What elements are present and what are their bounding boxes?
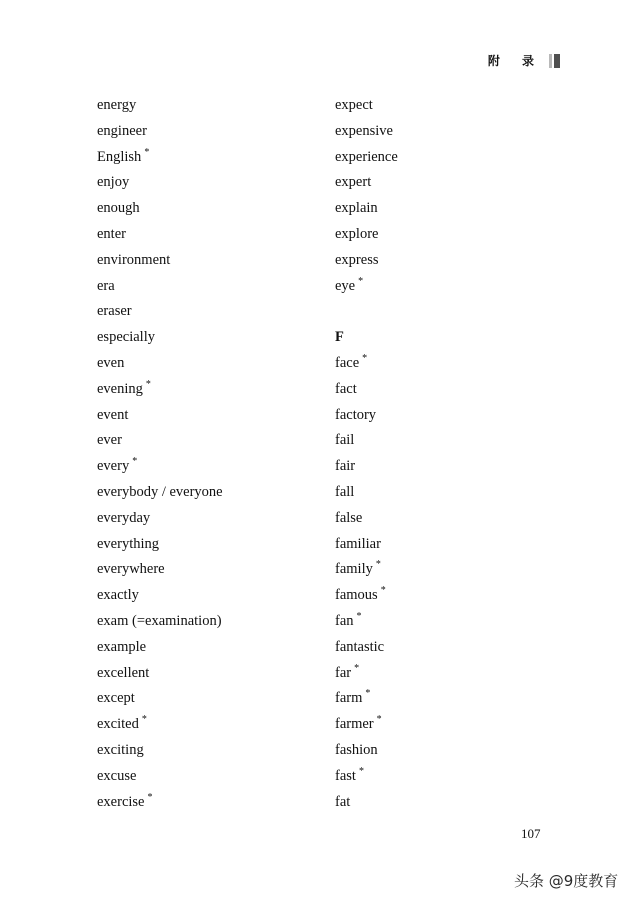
asterisk-mark: * (358, 765, 364, 777)
word-list-left (97, 93, 223, 815)
vocabulary-entry (335, 661, 398, 687)
vocabulary-entry (335, 764, 398, 790)
entry-word: exciting (97, 741, 144, 758)
entry-word: excited (97, 716, 139, 733)
entry-word: especially (97, 329, 155, 346)
vocabulary-entry (97, 609, 223, 635)
entry-word: everything (97, 535, 160, 552)
entry-word: fact (335, 380, 357, 397)
vocabulary-entry (97, 428, 223, 454)
vocabulary-entry (97, 403, 223, 429)
entry-word: factory (335, 406, 377, 423)
entry-word: energy (97, 97, 137, 113)
vocabulary-entry (335, 196, 398, 222)
entry-word: engineer (97, 122, 147, 139)
vocabulary-entry (97, 93, 223, 119)
vocabulary-entry (335, 454, 398, 480)
asterisk-mark: * (356, 610, 362, 622)
entry-word: fan (335, 612, 354, 629)
word-list-right (335, 93, 398, 815)
vocabulary-entry (335, 712, 398, 738)
entry-word: fall (335, 483, 355, 500)
entry-word: expert (335, 174, 372, 191)
vocabulary-entry (97, 661, 223, 687)
vocabulary-entry (335, 93, 398, 119)
entry-word: fair (335, 458, 356, 475)
header-bar-icon (549, 54, 560, 68)
vocabulary-entry (335, 274, 398, 300)
entry-word: family (335, 561, 373, 578)
header-bar-dark (554, 54, 560, 68)
asterisk-mark: * (145, 378, 151, 390)
vocabulary-entry (335, 351, 398, 377)
vocabulary-entry (97, 119, 223, 145)
entry-word: enough (97, 200, 140, 217)
entry-word: exactly (97, 587, 139, 604)
asterisk-mark: * (144, 146, 150, 158)
entry-word: exam (=examination) (97, 612, 222, 629)
asterisk-mark: * (375, 559, 381, 571)
asterisk-mark: * (147, 791, 153, 803)
entry-word: everyday (97, 509, 151, 526)
asterisk-mark: * (354, 662, 360, 674)
vocabulary-entry (97, 480, 223, 506)
vocabulary-entry (335, 145, 398, 171)
entry-word: eye (335, 277, 356, 294)
header-bar-light (549, 54, 552, 68)
vocabulary-entry (97, 712, 223, 738)
vocabulary-entry (335, 377, 398, 403)
entry-word: except (97, 690, 135, 707)
vocabulary-entry (335, 480, 398, 506)
vocabulary-entry (97, 145, 223, 171)
entry-word: eraser (97, 303, 132, 320)
entry-word: era (97, 277, 115, 294)
vocabulary-entry (97, 506, 223, 532)
entry-word: example (97, 638, 147, 655)
page-header (488, 52, 560, 69)
entry-word: farm (335, 690, 363, 707)
asterisk-mark: * (380, 585, 386, 597)
entry-word: fashion (335, 741, 378, 758)
entry-word: even (97, 354, 125, 371)
vocabulary-entry (335, 583, 398, 609)
entry-word: enter (97, 225, 126, 242)
entry-word: every (97, 458, 130, 475)
asterisk-mark: * (141, 714, 147, 726)
vocabulary-entry (97, 377, 223, 403)
vocabulary-entry (335, 557, 398, 583)
entry-word: enjoy (97, 174, 130, 191)
entry-word: English (97, 148, 142, 165)
entry-word: explain (335, 200, 378, 217)
asterisk-mark: * (132, 456, 138, 468)
entry-word: fat (335, 793, 351, 810)
vocabulary-entry (97, 790, 223, 816)
vocabulary-entry (335, 532, 398, 558)
entry-word: F (335, 329, 344, 346)
vocabulary-entry (97, 454, 223, 480)
entry-word: face (335, 354, 360, 371)
entry-word: expensive (335, 122, 393, 139)
vocabulary-entry (97, 170, 223, 196)
vocabulary-entry (97, 274, 223, 300)
entry-word: excuse (97, 767, 137, 784)
entry-word: far (335, 664, 352, 681)
entry-word: explore (335, 225, 379, 242)
entry-word: fast (335, 767, 356, 784)
entry-word: event (97, 406, 129, 423)
entry-word: express (335, 251, 379, 268)
vocabulary-entry (97, 351, 223, 377)
entry-word: fantastic (335, 638, 385, 655)
vocabulary-entry (335, 686, 398, 712)
vocabulary-entry (97, 532, 223, 558)
entry-word: false (335, 509, 363, 526)
vocabulary-entry (335, 506, 398, 532)
entry-word: famous (335, 587, 378, 604)
vocabulary-entry (335, 403, 398, 429)
vocabulary-entry (97, 764, 223, 790)
appendix-title: 附 录 (487, 54, 543, 68)
entry-word: farmer (335, 716, 374, 733)
asterisk-mark: * (358, 275, 364, 287)
section-letter-heading (335, 325, 398, 351)
vocabulary-entry (97, 557, 223, 583)
entry-word: environment (97, 251, 171, 268)
vocabulary-entry (97, 738, 223, 764)
vocabulary-entry (97, 686, 223, 712)
vocabulary-entry (97, 196, 223, 222)
vocabulary-entry (335, 738, 398, 764)
asterisk-mark: * (376, 714, 382, 726)
vocabulary-entry (335, 119, 398, 145)
entry-word: experience (335, 148, 398, 165)
page-number: 107 (521, 826, 541, 841)
asterisk-mark: * (365, 688, 371, 700)
entry-word: evening (97, 380, 143, 397)
entry-word: familiar (335, 535, 381, 552)
watermark: 头条 @9度教育 (514, 872, 619, 890)
vocabulary-entry (97, 583, 223, 609)
vocabulary-entry (335, 248, 398, 274)
vocabulary-entry (335, 790, 398, 816)
entry-word: everywhere (97, 561, 165, 578)
entry-word: expect (335, 97, 373, 113)
asterisk-mark: * (362, 352, 368, 364)
entry-word: fail (335, 432, 355, 449)
vocabulary-entry (335, 170, 398, 196)
vocabulary-entry (335, 222, 398, 248)
vocabulary-entry (335, 299, 398, 325)
entry-word: ever (97, 432, 122, 449)
vocabulary-entry (97, 325, 223, 351)
entry-word: exercise (97, 793, 145, 810)
entry-word: excellent (97, 664, 150, 681)
vocabulary-entry (97, 222, 223, 248)
vocabulary-entry (335, 428, 398, 454)
vocabulary-entry (335, 609, 398, 635)
vocabulary-entry (97, 635, 223, 661)
vocabulary-entry (97, 248, 223, 274)
entry-word: everybody / everyone (97, 483, 223, 500)
vocabulary-entry (97, 299, 223, 325)
vocabulary-entry (335, 635, 398, 661)
